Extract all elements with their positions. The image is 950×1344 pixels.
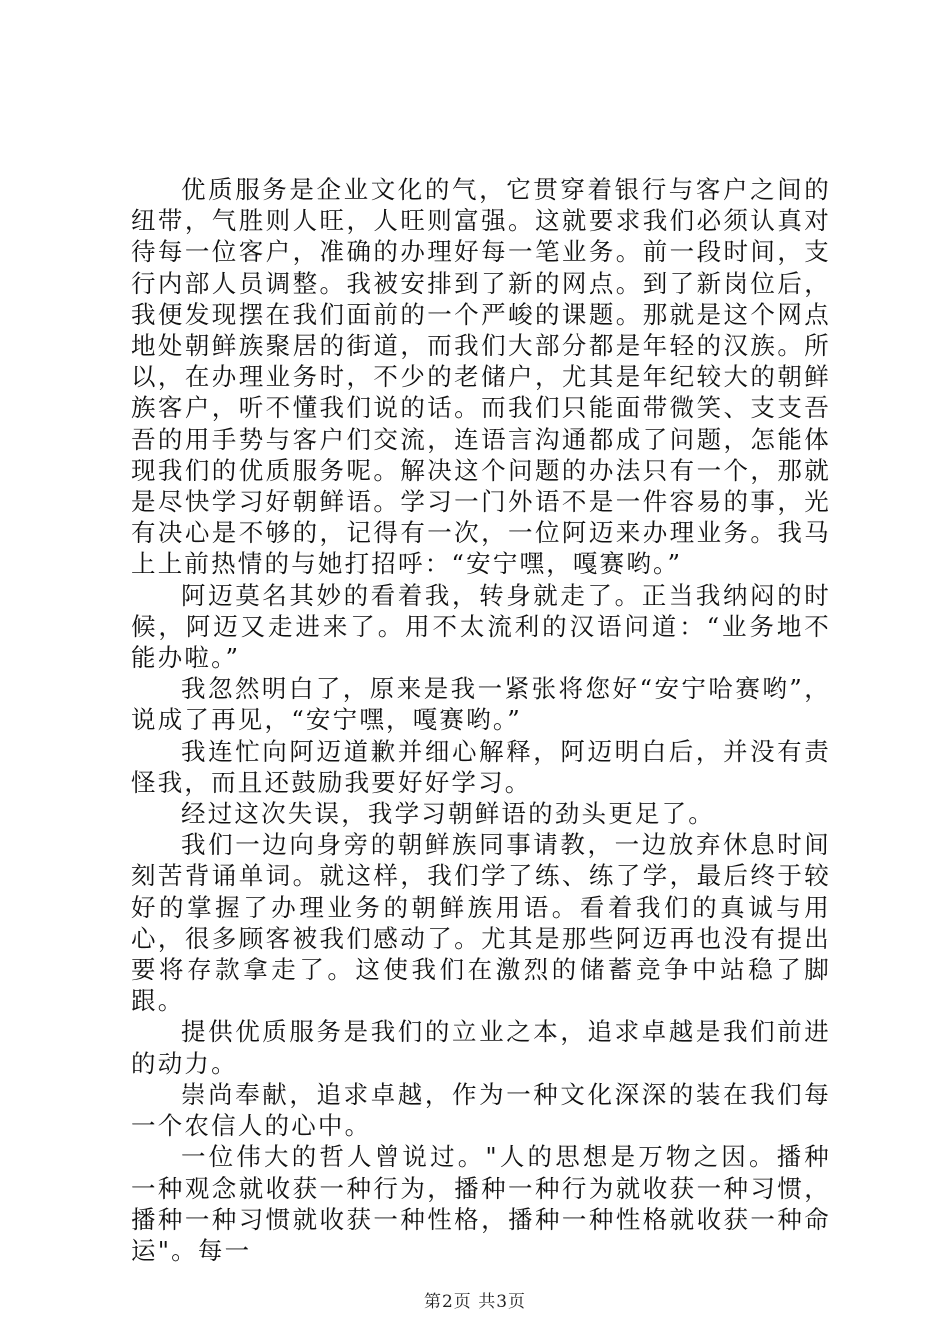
paragraph-4: 我连忙向阿迈道歉并细心解释，阿迈明白后，并没有责怪我，而且还鼓励我要好好学习。 (131, 736, 831, 797)
paragraph-1: 优质服务是企业文化的气，它贯穿着银行与客户之间的纽带，气胜则人旺，人旺则富强。这就要求我们必须认真对待每一位客户，准确的办理好每一笔业务。前一段时间，支行内部人员调整。我被安排到了新的网点。到了新岗位后，我便发现摆在我们面前的一个严峻的课题。那就是这个网点地处朝鲜族聚居的街道，而我们大部分都是年轻的汉族。所以，在办理业务时，不少的老储户，尤其是年纪较大的朝鲜族客户，听不懂我们说的话。而我们只能面带微笑、支支吾吾的用手势与客户们交流，连语言沟通都成了问题，怎能体现我们的优质服务呢。解决这个问题的办法只有一个，那就是尽快学习好朝鲜语。学习一门外语不是一件容易的事，光有决心是不够的，记得有一次，一位阿迈来办理业务。我马上上前热情的与她打招呼：“安宁嘿，嘎赛哟。” (131, 175, 831, 579)
paragraph-8: 崇尚奉献，追求卓越，作为一种文化深深的装在我们每一个农信人的心中。 (131, 1079, 831, 1141)
paragraph-2: 阿迈莫名其妙的看着我，转身就走了。正当我纳闷的时候，阿迈又走进来了。用不太流利的汉语问道：“业务地不能办啦。” (131, 580, 831, 673)
paragraph-5: 经过这次失误，我学习朝鲜语的劲头更足了。 (181, 799, 715, 829)
paragraph-7: 提供优质服务是我们的立业之本，追求卓越是我们前进的动力。 (131, 1017, 831, 1078)
document-body (131, 174, 831, 1266)
paragraph-6: 我们一边向身旁的朝鲜族同事请教，一边放弃休息时间刻苦背诵单词。就这样，我们学了练、练了学，最后终于较好的掌握了办理业务的朝鲜族用语。看着我们的真诚与用心，很多顾客被我们感动了。尤其是那些阿迈再也没有提出要将存款拿走了。这使我们在激烈的储蓄竞争中站稳了脚跟。 (131, 830, 831, 1016)
paragraph-9: 一位伟大的哲人曾说过。"人的思想是万物之因。播种一种观念就收获一种行为，播种一种行为就收获一种习惯，播种一种习惯就收获一种性格，播种一种性格就收获一种命运"。每一 (131, 1142, 831, 1265)
paragraph-3: 我忽然明白了，原来是我一紧张将您好“安宁哈赛哟”，说成了再见，“安宁嘿，嘎赛哟。” (131, 674, 831, 735)
page-number-footer: 第2页 共3页 (423, 1292, 527, 1312)
